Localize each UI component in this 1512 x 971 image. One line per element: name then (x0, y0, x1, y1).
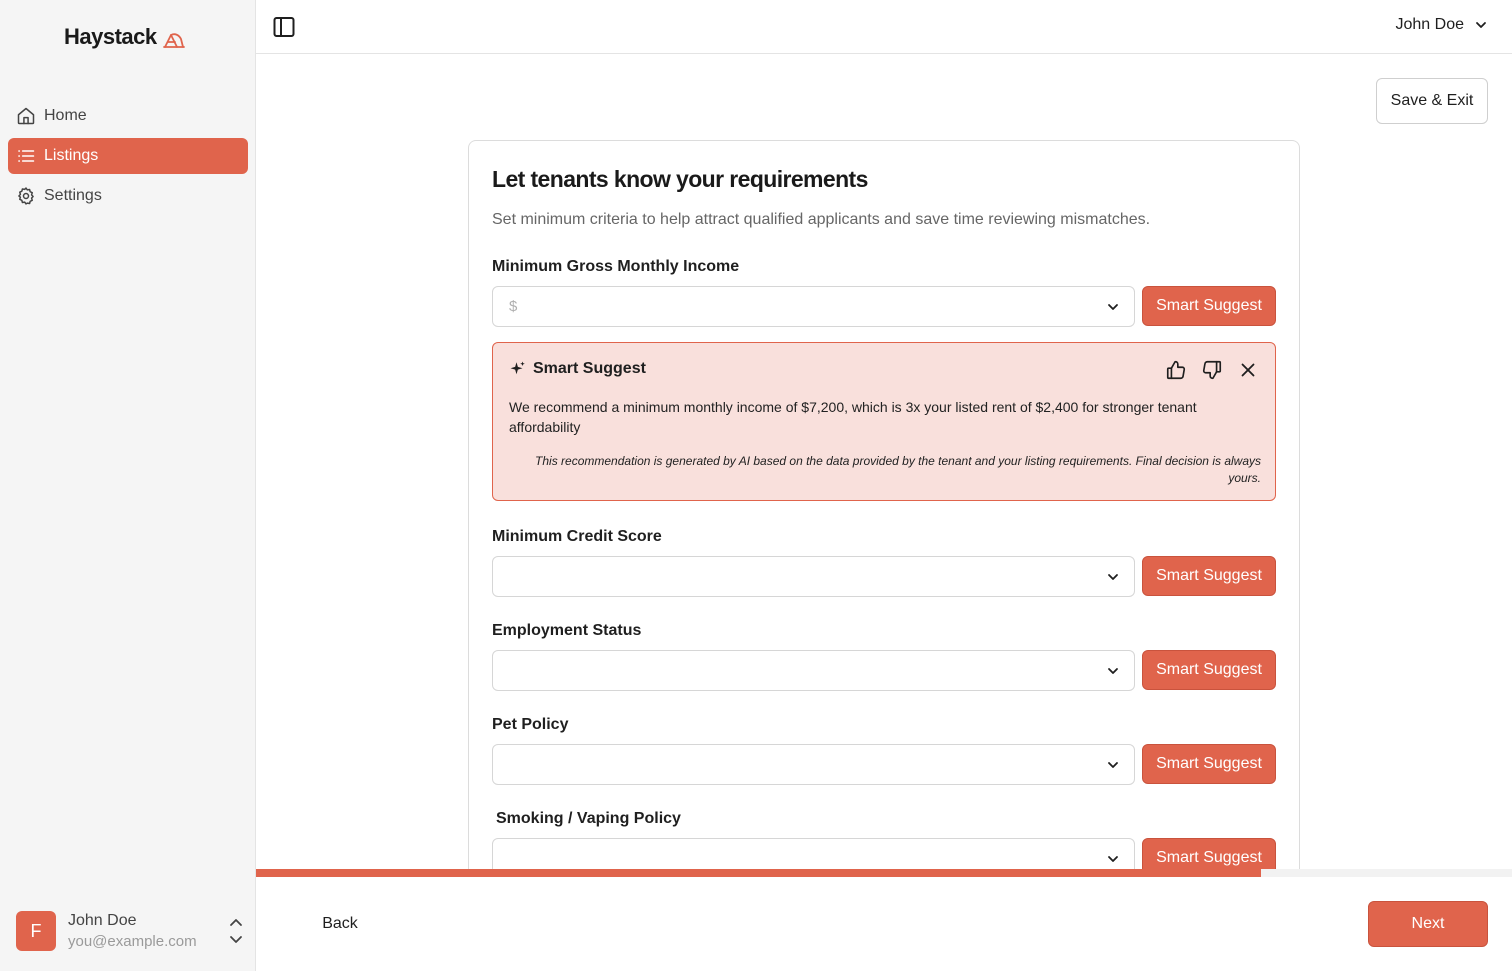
brand-name: Haystack (64, 24, 157, 49)
employment-status-smart-suggest-button[interactable]: Smart Suggest (1142, 650, 1276, 690)
account-menu[interactable] (1396, 16, 1489, 34)
brand-logo[interactable] (64, 24, 185, 50)
sidebar-item-home[interactable] (8, 98, 248, 134)
chevron-down-icon (1106, 758, 1120, 772)
sidebar-toggle-icon[interactable] (272, 15, 296, 39)
top-bar (256, 0, 1512, 54)
sidebar-nav (8, 98, 248, 218)
income-placeholder: $ (509, 298, 518, 315)
smart-suggest-text: We recommend a minimum monthly income of $7,200, which is 3x your listed rent of $2,400 for stronger tenant affordability (509, 399, 1197, 435)
income-select[interactable] (492, 286, 1135, 327)
smart-suggest-title: Smart Suggest (533, 360, 646, 377)
smoking-policy-label: Smoking / Vaping Policy (496, 810, 681, 827)
thumbs-up-icon[interactable] (1165, 359, 1187, 381)
income-label: Minimum Gross Monthly Income (492, 258, 740, 275)
credit-score-select[interactable] (492, 556, 1135, 597)
smart-suggest-disclaimer: This recommendation is generated by AI based on the data provided by the tenant and your listing requirements. Final decision is always yours. (535, 454, 1261, 485)
credit-score-label: Minimum Credit Score (492, 528, 662, 545)
user-meta (68, 910, 216, 952)
credit-score-smart-suggest-button[interactable]: Smart Suggest (1142, 556, 1276, 596)
smart-suggest-actions (1165, 359, 1259, 381)
progress-fill (256, 869, 1261, 877)
employment-status-select[interactable] (492, 650, 1135, 691)
smart-suggest-panel (492, 342, 1276, 501)
save-exit-button[interactable]: Save & Exit (1376, 78, 1488, 124)
chevron-down-icon (1106, 570, 1120, 584)
thumbs-down-icon[interactable] (1201, 359, 1223, 381)
chevron-down-icon (1106, 664, 1120, 678)
smart-suggest-header (509, 360, 646, 378)
requirements-card (468, 140, 1300, 880)
sidebar-item-label: Home (44, 107, 87, 124)
pet-policy-label: Pet Policy (492, 716, 569, 733)
pet-policy-smart-suggest-button[interactable]: Smart Suggest (1142, 744, 1276, 784)
income-smart-suggest-button[interactable]: Smart Suggest (1142, 286, 1276, 326)
chevron-up-down-icon (228, 916, 244, 946)
chevron-down-icon (1106, 852, 1120, 866)
home-icon (16, 106, 36, 126)
gear-icon (16, 186, 36, 206)
user-name: John Doe (68, 912, 137, 930)
avatar: F (16, 911, 56, 951)
sidebar (0, 0, 256, 971)
user-email: you@example.com (68, 932, 197, 950)
chevron-down-icon (1474, 18, 1488, 32)
bottom-bar (256, 877, 1512, 971)
close-icon[interactable] (1237, 359, 1259, 381)
page-title: Let tenants know your requirements (492, 166, 868, 192)
employment-status-label: Employment Status (492, 622, 642, 639)
next-button[interactable]: Next (1368, 901, 1488, 947)
chevron-down-icon (1106, 300, 1120, 314)
page-subtitle: Set minimum criteria to help attract qualified applicants and save time reviewing mismatches. (492, 211, 1151, 228)
sidebar-item-settings[interactable] (8, 178, 248, 214)
haystack-logo-icon (163, 30, 185, 50)
sparkle-icon (509, 360, 527, 378)
smoking-policy-smart-suggest-button[interactable]: Smart Suggest (1142, 838, 1276, 878)
list-icon (16, 146, 36, 166)
pet-policy-select[interactable] (492, 744, 1135, 785)
sidebar-item-listings[interactable] (8, 138, 248, 174)
account-name: John Doe (1395, 16, 1464, 33)
sidebar-item-label: Listings (44, 147, 99, 164)
back-button[interactable]: Back (304, 903, 376, 945)
user-menu[interactable] (16, 909, 244, 953)
progress-bar (256, 869, 1512, 877)
sidebar-item-label: Settings (44, 187, 102, 204)
